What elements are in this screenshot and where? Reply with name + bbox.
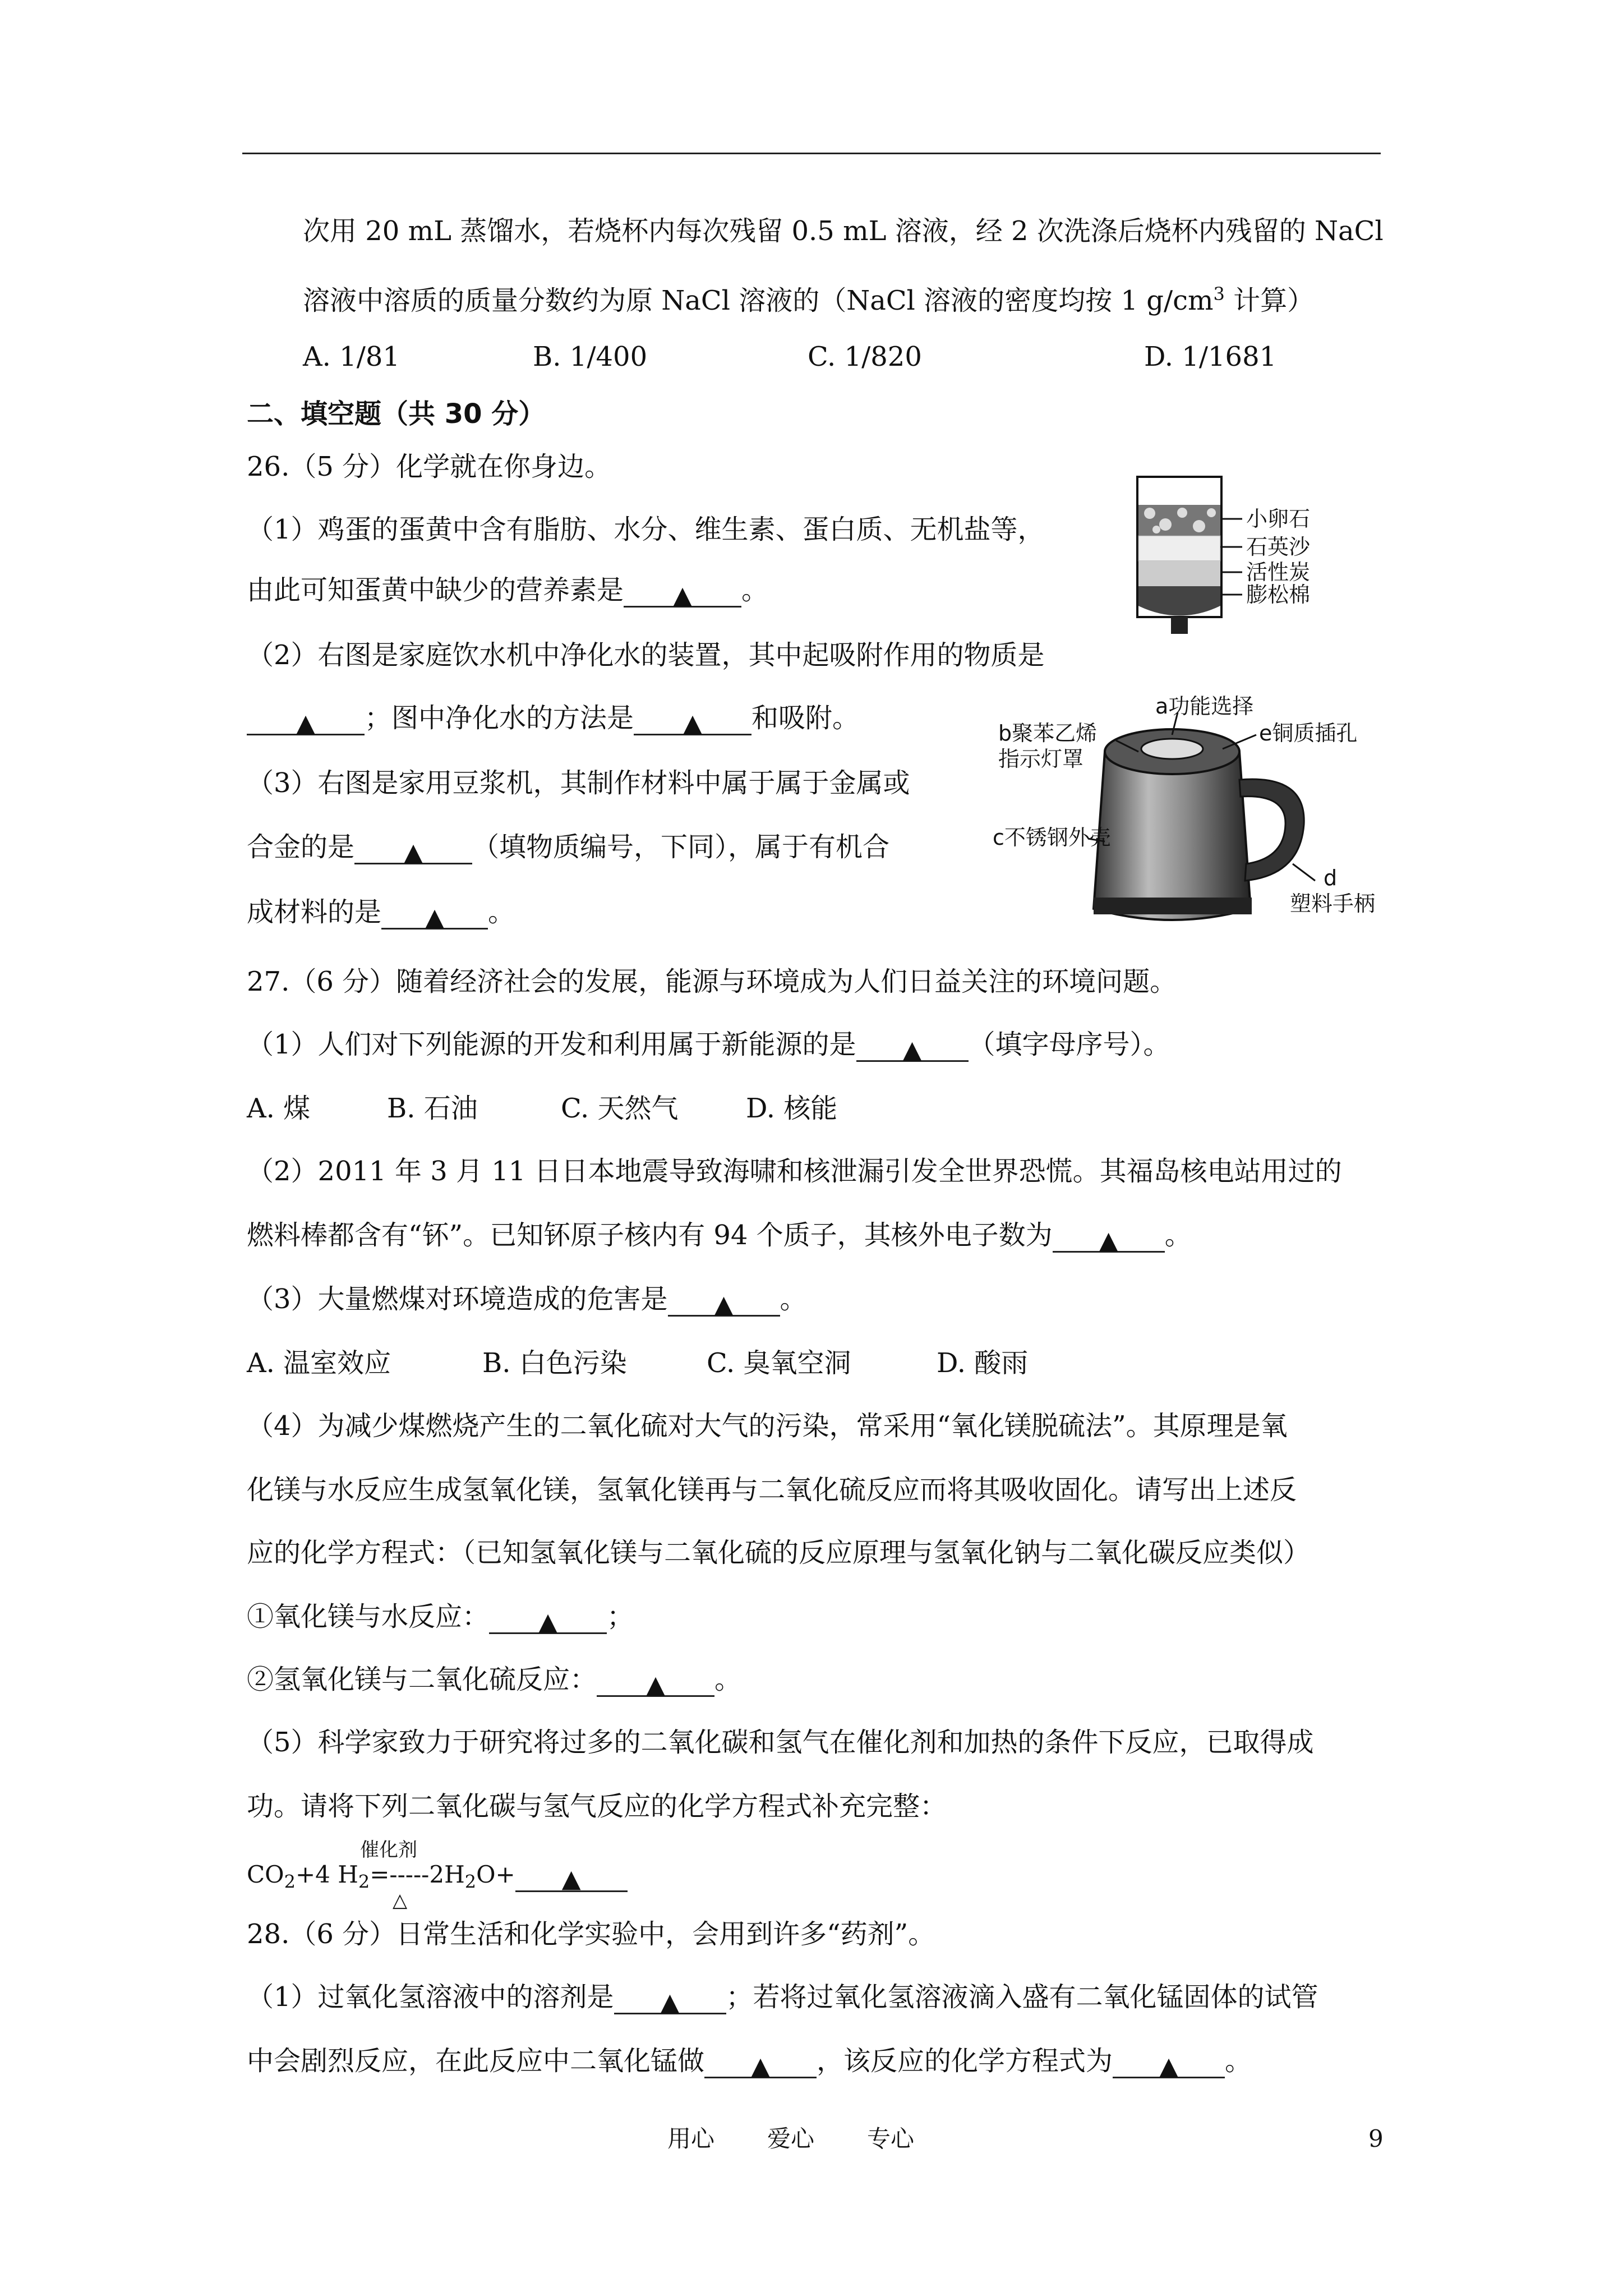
answer-blank[interactable]: ▲ bbox=[624, 578, 741, 608]
q27-p1: （1）人们对下列能源的开发和利用属于新能源的是 ▲ （填字母序号）。 bbox=[247, 1029, 1170, 1064]
footer-item-3: 专心 bbox=[867, 2125, 915, 2152]
q26-p3-b: 合金的是 ▲ （填物质编号，下同），属于有机合 bbox=[247, 831, 890, 867]
sand-layer bbox=[1138, 536, 1220, 561]
q27-p4-a: （4）为减少煤燃烧产生的二氧化硫对大气的污染，常采用“氧化镁脱硫法”。其原理是氧 bbox=[247, 1410, 1288, 1442]
q26-p2-b: ▲ ；图中净化水的方法是 ▲ 和吸附。 bbox=[247, 701, 859, 735]
q26-p3-c: 成材料的是 ▲ 。 bbox=[247, 896, 515, 932]
q28-p1-b: 中会剧烈反应，在此反应中二氧化锰做 ▲ ，该反应的化学方程式为 ▲ 。 bbox=[247, 2045, 1252, 2081]
q28-head: 28.（6 分）日常生活和化学实验中，会用到许多“药剂”。 bbox=[247, 1918, 935, 1950]
machine-label-e: e铜质插孔 bbox=[1259, 721, 1358, 746]
machine-label-a: a功能选择 bbox=[1155, 696, 1254, 719]
q27-p5-a: （5）科学家致力于研究将过多的二氧化碳和氢气在催化剂和加热的条件下反应，已取得成 bbox=[247, 1727, 1314, 1758]
q27-p1-option-c: C. 天然气 bbox=[561, 1093, 679, 1124]
q27-p3-option-d: D. 酸雨 bbox=[937, 1347, 1029, 1379]
footer-item-2: 爱心 bbox=[767, 2125, 815, 2152]
machine-label-d2: 塑料手柄 bbox=[1290, 891, 1376, 916]
filter-label-sand: 石英沙 bbox=[1246, 535, 1311, 559]
equation-catalyst: 催化剂 bbox=[360, 1839, 417, 1861]
answer-blank[interactable]: ▲ bbox=[515, 1862, 628, 1892]
q28-p1-a: （1）过氧化氢溶液中的溶剂是 ▲ ；若将过氧化氢溶液滴入盛有二氧化锰固体的试管 bbox=[247, 1981, 1318, 2017]
machine-label-d1: d bbox=[1324, 866, 1338, 890]
q27-p4-ii: ②氢氧化镁与二氧化硫反应： ▲ 。 bbox=[247, 1664, 742, 1699]
option-b: B. 1/400 bbox=[533, 341, 648, 372]
q27-head: 27.（6 分）随着经济社会的发展，能源与环境成为人们日益关注的环境问题。 bbox=[247, 966, 1177, 997]
filter-label-carbon: 活性炭 bbox=[1246, 560, 1311, 585]
machine-label-c: c不锈钢外壳 bbox=[993, 825, 1111, 850]
header-rule bbox=[242, 153, 1381, 154]
option-c: C. 1/820 bbox=[808, 341, 922, 372]
q27-p4-i: ①氧化镁与水反应： ▲ ； bbox=[247, 1601, 634, 1636]
q27-p4-b: 化镁与水反应生成氢氧化镁，氢氧化镁再与二氧化硫反应而将其吸收固化。请写出上述反 bbox=[247, 1474, 1297, 1506]
answer-blank[interactable]: ▲ bbox=[704, 2049, 817, 2078]
answer-blank[interactable]: ▲ bbox=[247, 706, 365, 735]
q27-p3: （3）大量燃煤对环境造成的危害是 ▲ 。 bbox=[247, 1283, 807, 1319]
answer-blank[interactable]: ▲ bbox=[354, 835, 472, 864]
q27-p2-b: 燃料棒都含有“钚”。已知钚原子核内有 94 个质子，其核外电子数为 ▲ 。 bbox=[247, 1220, 1192, 1255]
equation-heat: △ bbox=[393, 1889, 408, 1912]
q27-p4-c: 应的化学方程式：（已知氢氧化镁与二氧化硫的反应原理与氢氧化钠与二氧化碳反应类似） bbox=[247, 1537, 1311, 1568]
base bbox=[1094, 898, 1252, 914]
answer-blank[interactable]: ▲ bbox=[668, 1287, 780, 1317]
carbon-layer bbox=[1138, 561, 1220, 586]
section-title: 二、填空题（共 30 分） bbox=[247, 398, 546, 430]
q27-p1-option-b: B. 石油 bbox=[387, 1093, 478, 1124]
answer-blank[interactable]: ▲ bbox=[614, 1985, 726, 2014]
answer-blank[interactable]: ▲ bbox=[597, 1667, 714, 1697]
page-number: 9 bbox=[1368, 2125, 1384, 2152]
answer-blank[interactable]: ▲ bbox=[856, 1032, 969, 1062]
footer-item-1: 用心 bbox=[667, 2125, 715, 2152]
answer-blank[interactable]: ▲ bbox=[489, 1604, 607, 1634]
filter-label-cotton: 膨松棉 bbox=[1246, 582, 1311, 607]
option-d: D. 1/1681 bbox=[1144, 341, 1277, 372]
answer-blank[interactable]: ▲ bbox=[1113, 2049, 1225, 2078]
water-filter-figure bbox=[1127, 471, 1391, 656]
q26-head: 26.（5 分）化学就在你身边。 bbox=[247, 451, 612, 482]
q27-p3-option-c: C. 臭氧空洞 bbox=[707, 1347, 851, 1379]
machine-label-b1: b聚苯乙烯 bbox=[998, 721, 1098, 746]
equation-line: $CO_2+4$ $H_2=-----2H_2O+$ ▲ bbox=[247, 1858, 628, 1898]
q26-p1-a: （1）鸡蛋的蛋黄中含有脂肪、水分、维生素、蛋白质、无机盐等， bbox=[247, 514, 1045, 545]
q26-p3-a: （3）右图是家用豆浆机，其制作材料中属于属于金属或 bbox=[247, 767, 910, 799]
q27-p1-option-d: D. 核能 bbox=[746, 1093, 838, 1124]
q26-p2-a: （2）右图是家庭饮水机中净化水的装置，其中起吸附作用的物质是 bbox=[247, 639, 1045, 671]
option-a: A. 1/81 bbox=[303, 341, 400, 372]
function-knob bbox=[1141, 739, 1203, 759]
outlet-icon bbox=[1171, 617, 1188, 634]
q27-p1-option-a: A. 煤 bbox=[247, 1093, 311, 1124]
intro-line-2: 溶液中溶质的质量分数约为原 NaCl 溶液的（NaCl 溶液的密度均按 1 $g/cm^3$ 计算） bbox=[303, 283, 1315, 316]
answer-blank[interactable]: ▲ bbox=[381, 900, 488, 930]
answer-blank[interactable]: ▲ bbox=[1053, 1223, 1165, 1253]
machine-label-b2: 指示灯罩 bbox=[998, 747, 1084, 771]
q27-p2-a: （2）2011 年 3 月 11 日日本地震导致海啸和核泄漏引发全世界恐慌。其福岛核电站用过的 bbox=[247, 1156, 1342, 1187]
q26-p1-b: 由此可知蛋黄中缺少的营养素是 ▲ 。 bbox=[247, 574, 769, 610]
soymilk-machine-figure bbox=[993, 696, 1396, 937]
answer-blank[interactable]: ▲ bbox=[634, 706, 751, 735]
q27-p5-b: 功。请将下列二氧化碳与氢气反应的化学方程式补充完整： bbox=[247, 1791, 947, 1822]
q27-p3-option-a: A. 温室效应 bbox=[247, 1347, 391, 1379]
intro-line-1: 次用 20 mL 蒸馏水，若烧杯内每次残留 0.5 mL 溶液，经 2 次洗涤后烧杯内残留的 NaCl bbox=[303, 215, 1384, 247]
q27-p3-option-b: B. 白色污染 bbox=[482, 1347, 627, 1379]
filter-label-pebble: 小卵石 bbox=[1246, 507, 1311, 531]
